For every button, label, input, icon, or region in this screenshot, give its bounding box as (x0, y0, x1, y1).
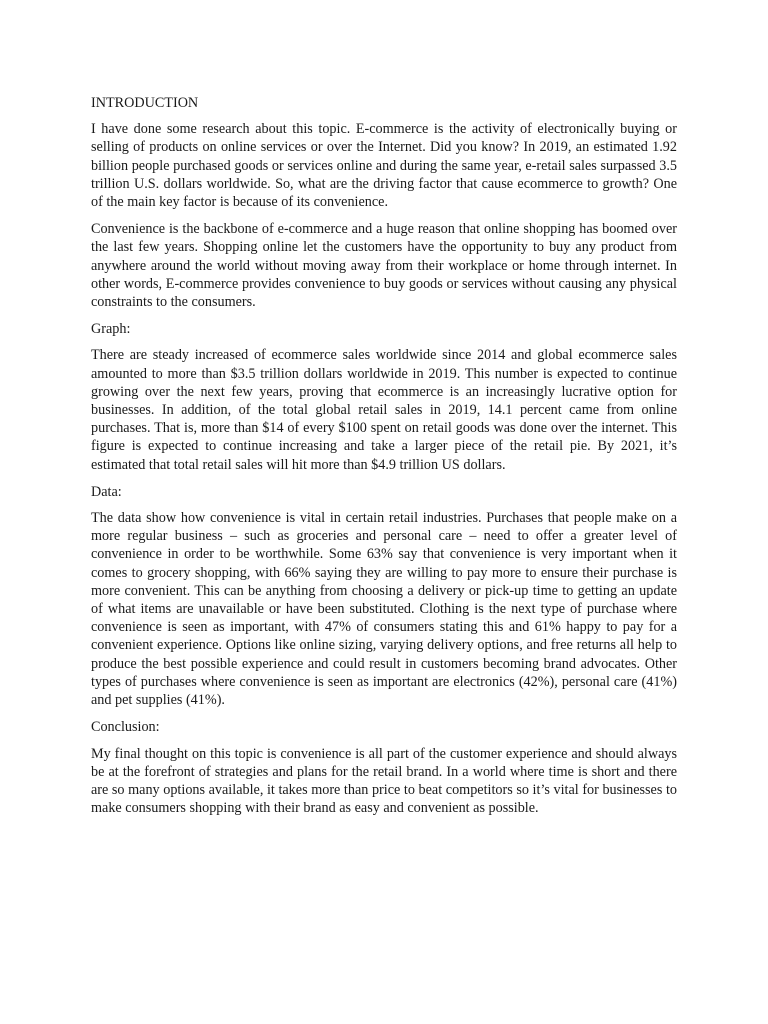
conclusion-paragraph: My final thought on this topic is convenience is all part of the customer experience and should always be at the forefront of strategies and plans for the retail brand. In a world where time is short and there are so many options available, it takes more than price to beat competitors so it’s vital for businesses to make consumers shopping with their brand as easy and convenient as possible. (91, 745, 677, 817)
graph-paragraph: There are steady increased of ecommerce sales worldwide since 2014 and global ecommerce sales amounted to more than $3.5 trillion dollars worldwide in 2019. This number is expected to continue growing over the next few years, proving that ecommerce is an increasingly lucrative option for businesses. In addition, of the total global retail sales in 2019, 14.1 percent came from online purchases. That is, more than $14 of every $100 spent on retail goods was done over the internet. This figure is expected to continue increasing and take a larger piece of the retail pie. By 2021, it’s estimated that total retail sales will hit more than $4.9 trillion US dollars. (91, 347, 677, 473)
document-page (91, 94, 677, 826)
intro-paragraph-2: Convenience is the backbone of e-commerce and a huge reason that online shopping has boomed over the last few years. Shopping online let the customers have the opportunity to buy any product from anywhere around the world without moving away from their workplace or home through internet. In other words, E-commerce provides convenience to buy goods or services without causing any physical constraints to the consumers. (91, 221, 677, 311)
intro-paragraph-1: I have done some research about this topic. E-commerce is the activity of electronically buying or selling of products on online services or over the Internet. Did you know? In 2019, an estimated 1.92 billion people purchased goods or services online and during the same year, e-retail sales surpassed 3.5 trillion U.S. dollars worldwide. So, what are the driving factor that cause ecommerce to growth? One of the main key factor is because of its convenience. (91, 121, 677, 211)
section-heading-graph: Graph: (91, 321, 131, 338)
section-heading-data: Data: (91, 483, 122, 500)
section-heading-conclusion: Conclusion: (91, 719, 160, 736)
section-heading-introduction: INTRODUCTION (91, 95, 199, 111)
data-paragraph: The data show how convenience is vital in certain retail industries. Purchases that people make on a more regular business – such as groceries and personal care – need to offer a greater level of convenience in order to be worthwhile. Some 63% say that convenience is very important when it comes to grocery shopping, with 66% saying they are willing to pay more to ensure their purchase is more convenient. This can be anything from choosing a delivery or pick-up time to getting an update of what items are unavailable or have been substituted. Clothing is the next type of purchase where convenience is seen as important, with 47% of consumers stating this and 61% happy to pay for a convenient experience. Options like online sizing, varying delivery options, and free returns all help to produce the best possible experience and could result in customers becoming brand advocates. Other types of purchases where convenience is seen as important are electronics (42%), personal care (41%) and pet supplies (41%). (91, 510, 677, 709)
